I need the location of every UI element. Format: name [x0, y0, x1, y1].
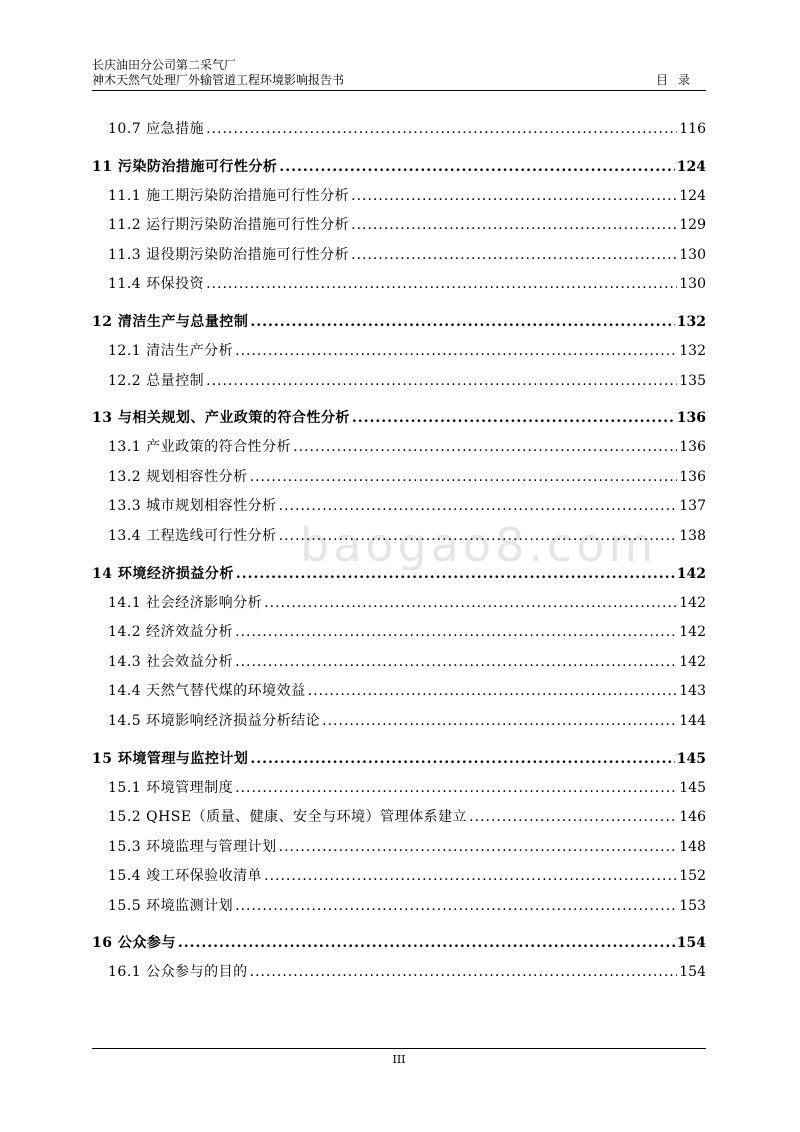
toc-section-entry[interactable] — [92, 680, 706, 710]
toc-entry-label: 12.1 清洁生产分析 — [108, 342, 234, 359]
toc-entry-page: 142 — [679, 624, 706, 641]
toc-leader-dots — [235, 624, 677, 640]
toc-entry-label: 11 污染防治措施可行性分析 — [92, 158, 278, 175]
toc-chapter-entry[interactable] — [92, 932, 706, 961]
toc-entry-page: 136 — [679, 439, 706, 456]
toc-leader-dots — [206, 276, 677, 292]
toc-entry-label: 13.4 工程选线可行性分析 — [108, 527, 277, 544]
toc-section-entry[interactable] — [92, 118, 706, 148]
toc-leader-dots — [235, 343, 677, 359]
toc-entry-label: 13.1 产业政策的符合性分析 — [108, 439, 292, 456]
toc-section-entry[interactable] — [92, 806, 706, 836]
toc-leader-dots — [206, 373, 677, 389]
toc-entry-page: 153 — [679, 897, 706, 914]
toc-leader-dots — [308, 683, 678, 699]
toc-entry-page: 154 — [679, 964, 706, 981]
toc-section-entry[interactable] — [92, 961, 706, 991]
toc-entry-page: 142 — [679, 594, 706, 611]
toc-leader-dots — [322, 713, 677, 729]
toc-entry-page: 130 — [679, 276, 706, 293]
header-section-label: 目录 — [655, 73, 700, 87]
toc-section-entry[interactable] — [92, 651, 706, 681]
toc-entry-label: 11.4 环保投资 — [108, 276, 205, 293]
toc-section-entry[interactable] — [92, 370, 706, 400]
page-number: III — [392, 1053, 406, 1066]
toc-entry-label: 14.5 环境影响经济损益分析结论 — [108, 712, 321, 729]
toc-chapter-entry[interactable] — [92, 156, 706, 185]
toc-entry-page: 136 — [679, 468, 706, 485]
toc-leader-dots — [279, 498, 678, 514]
toc-leader-dots — [235, 898, 677, 914]
toc-section-entry[interactable] — [92, 895, 706, 925]
toc-leader-dots — [250, 964, 678, 980]
toc-entry-label: 11.2 运行期污染防治措施可行性分析 — [108, 217, 350, 234]
toc-leader-dots — [236, 566, 675, 582]
toc-entry-label: 10.7 应急措施 — [108, 121, 205, 137]
toc-entry-page: 132 — [679, 342, 706, 359]
toc-entry-page: 154 — [676, 935, 706, 952]
toc-leader-dots — [250, 469, 678, 485]
toc-leader-dots — [351, 247, 677, 263]
toc-leader-dots — [250, 314, 674, 330]
toc-entry-page: 129 — [679, 217, 706, 234]
toc-entry-page: 144 — [679, 712, 706, 729]
toc-entry-label: 11.3 退役期污染防治措施可行性分析 — [108, 246, 350, 263]
toc-chapter-entry[interactable] — [92, 311, 706, 340]
toc-entry-page: 116 — [679, 121, 706, 137]
toc-leader-dots — [264, 595, 677, 611]
toc-section-entry[interactable] — [92, 525, 706, 555]
toc-section-entry[interactable] — [92, 340, 706, 370]
toc-entry-label: 12.2 总量控制 — [108, 372, 205, 389]
toc-entry-label: 15.2 QHSE（质量、健康、安全与环境）管理体系建立 — [108, 809, 468, 826]
toc-entry-page: 145 — [676, 750, 706, 767]
toc-chapter-entry[interactable] — [92, 748, 706, 777]
toc-entry-label: 13.3 城市规划相容性分析 — [108, 498, 277, 515]
toc-entry-label: 15.5 环境监测计划 — [108, 897, 234, 914]
toc-leader-dots — [250, 751, 674, 767]
toc-entry-page: 152 — [679, 868, 706, 885]
toc-chapter-entry[interactable] — [92, 407, 706, 436]
toc-entry-page: 142 — [679, 653, 706, 670]
page-header — [92, 56, 706, 91]
toc-entry-page: 136 — [676, 410, 706, 427]
toc-entry-label: 14.2 经济效益分析 — [108, 624, 234, 641]
toc-leader-dots — [469, 809, 677, 825]
toc-section-entry[interactable] — [92, 214, 706, 244]
watermark: baogao8.com — [300, 518, 658, 572]
toc-leader-dots — [279, 159, 674, 175]
toc-leader-dots — [264, 868, 677, 884]
toc-entry-page: 137 — [679, 498, 706, 515]
toc-section-entry[interactable] — [92, 592, 706, 622]
toc-leader-dots — [235, 780, 677, 796]
toc-entry-page: 124 — [679, 187, 706, 204]
toc-entry-label: 14.1 社会经济影响分析 — [108, 594, 263, 611]
toc-leader-dots — [235, 654, 677, 670]
page-footer — [92, 1048, 706, 1066]
toc-section-entry[interactable] — [92, 865, 706, 895]
toc-entry-label: 15.3 环境监理与管理计划 — [108, 838, 277, 855]
toc-entry-label: 14.4 天然气替代煤的环境效益 — [108, 683, 306, 700]
toc-leader-dots — [279, 839, 678, 855]
toc-entry-page: 146 — [679, 809, 706, 826]
toc-section-entry[interactable] — [92, 495, 706, 525]
toc-chapter-entry[interactable] — [92, 563, 706, 592]
toc-entry-label: 16.1 公众参与的目的 — [108, 964, 248, 981]
toc-entry-page: 130 — [679, 246, 706, 263]
header-report-title: 神木天然气处理厂外输管道工程环境影响报告书 — [92, 73, 345, 87]
toc-entry-label: 15.1 环境管理制度 — [108, 779, 234, 796]
toc-entry-label: 14 环境经济损益分析 — [92, 565, 234, 582]
toc-leader-dots — [178, 935, 675, 951]
header-company: 长庆油田分公司第二采气厂 — [92, 58, 237, 72]
toc-entry-page: 124 — [676, 158, 706, 175]
table-of-contents — [92, 118, 706, 991]
toc-entry-label: 16 公众参与 — [92, 935, 176, 952]
toc-leader-dots — [351, 217, 677, 233]
toc-entry-label: 15 环境管理与监控计划 — [92, 750, 249, 767]
toc-entry-page: 132 — [676, 313, 706, 330]
toc-leader-dots — [352, 410, 675, 426]
toc-entry-page: 142 — [676, 565, 706, 582]
toc-section-entry[interactable] — [92, 273, 706, 303]
toc-section-entry[interactable] — [92, 836, 706, 866]
toc-entry-label: 14.3 社会效益分析 — [108, 653, 234, 670]
toc-section-entry[interactable] — [92, 777, 706, 807]
toc-section-entry[interactable] — [92, 466, 706, 496]
toc-leader-dots — [279, 528, 678, 544]
toc-entry-label: 13 与相关规划、产业政策的符合性分析 — [92, 410, 350, 427]
toc-entry-page: 143 — [679, 683, 706, 700]
toc-entry-label: 11.1 施工期污染防治措施可行性分析 — [108, 187, 350, 204]
toc-leader-dots — [206, 121, 677, 137]
toc-entry-page: 135 — [679, 372, 706, 389]
toc-entry-page: 145 — [679, 779, 706, 796]
toc-entry-page: 138 — [679, 527, 706, 544]
toc-entry-page: 148 — [679, 838, 706, 855]
toc-entry-label: 15.4 竣工环保验收清单 — [108, 868, 263, 885]
toc-section-entry[interactable] — [92, 621, 706, 651]
toc-leader-dots — [351, 188, 677, 204]
toc-section-entry[interactable] — [92, 244, 706, 274]
toc-section-entry[interactable] — [92, 436, 706, 466]
toc-leader-dots — [293, 439, 677, 455]
toc-section-entry[interactable] — [92, 185, 706, 215]
toc-section-entry[interactable] — [92, 710, 706, 740]
toc-entry-label: 12 清洁生产与总量控制 — [92, 313, 249, 330]
toc-entry-label: 13.2 规划相容性分析 — [108, 468, 248, 485]
